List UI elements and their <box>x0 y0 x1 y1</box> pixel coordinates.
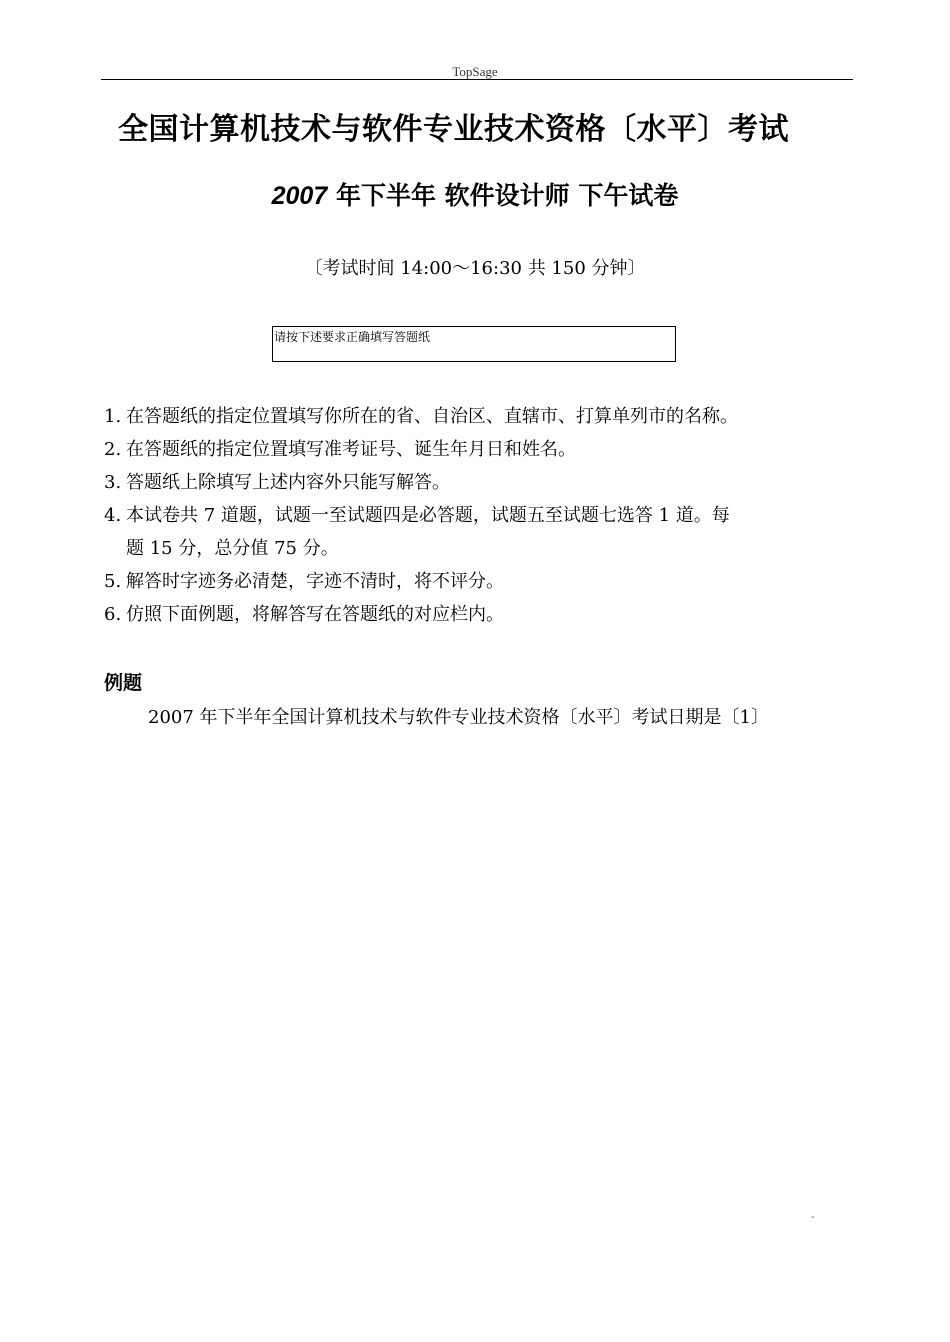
instruction-item <box>104 499 864 565</box>
instruction-number: 6. <box>104 604 122 625</box>
exam-subtitle <box>0 176 950 212</box>
instruction-number: 5. <box>104 571 122 592</box>
instruction-text: 本试卷共 7 道题，试题一至试题四是必答题，试题五至试题七选答 1 道。每 <box>126 505 730 526</box>
subtitle-text: 年下半年 软件设计师 下午试卷 <box>335 181 679 210</box>
instruction-text: 在答题纸的指定位置填写你所在的省、自治区、直辖市、打算单列市的名称。 <box>126 406 738 427</box>
instruction-item <box>104 466 864 499</box>
instruction-number: 4. <box>104 505 122 526</box>
instruction-number: 3. <box>104 472 122 493</box>
instruction-item <box>104 400 864 433</box>
instruction-item <box>104 433 864 466</box>
exam-time: 〔考试时间 14:00～16:30 共 150 分钟〕 <box>304 258 646 279</box>
exam-title: 全国计算机技术与软件专业技术资格〔水平〕考试 <box>118 112 789 147</box>
instruction-item <box>104 565 864 598</box>
instruction-number: 1. <box>104 406 122 427</box>
page-mark: - <box>811 1212 815 1223</box>
instruction-item <box>104 598 864 631</box>
header-rule <box>101 79 853 80</box>
instruction-text: 答题纸上除填写上述内容外只能写解答。 <box>126 472 450 493</box>
example-heading: 例题 <box>104 672 143 694</box>
subtitle-year: 2007 <box>271 182 328 210</box>
header-brand: TopSage <box>452 64 498 79</box>
instruction-text: 解答时字迹务必清楚，字迹不清时，将不评分。 <box>126 571 504 592</box>
instruction-number: 2. <box>104 439 122 460</box>
notice-box <box>272 326 676 362</box>
instruction-text: 仿照下面例题，将解答写在答题纸的对应栏内。 <box>126 604 504 625</box>
notice-box-text: 请按下述要求正确填写答题纸 <box>274 330 431 344</box>
instruction-continuation: 题 15 分，总分值 75 分。 <box>126 538 339 559</box>
example-text: 2007 年下半年全国计算机技术与软件专业技术资格〔水平〕考试日期是〔1〕 <box>148 707 769 728</box>
instructions-list <box>104 400 864 631</box>
instruction-text: 在答题纸的指定位置填写准考证号、诞生年月日和姓名。 <box>126 439 576 460</box>
